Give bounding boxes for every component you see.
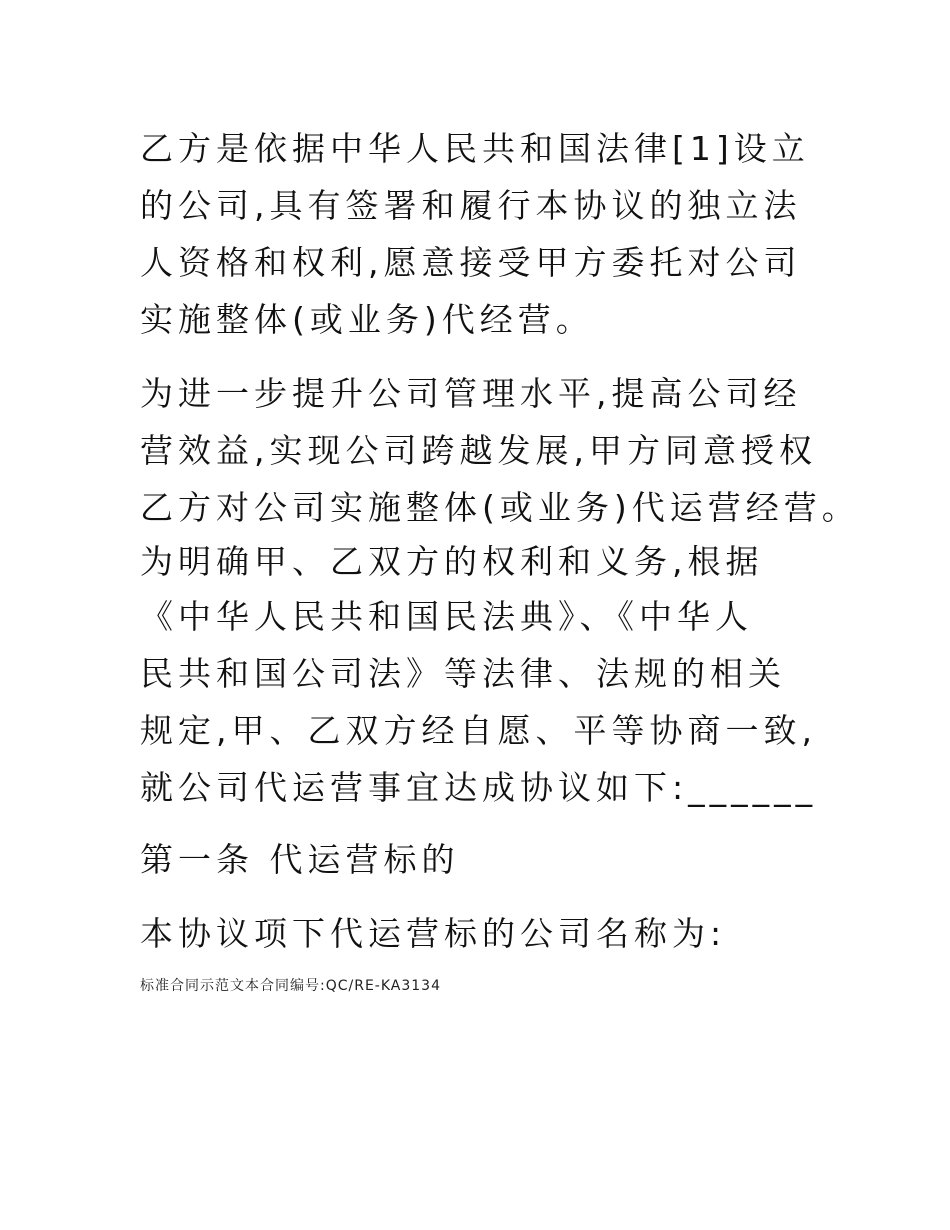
article-heading: 第一条 代运营标的 xyxy=(140,840,460,879)
paragraph-2-line-1: 为进一步提升公司管理水平,提高公司经 xyxy=(140,374,802,413)
paragraph-2-line-3: 乙方对公司实施整体(或业务)代运营经营。 xyxy=(140,488,860,527)
article-text: 本协议项下代运营标的公司名称为: xyxy=(140,914,727,953)
paragraph-2-line-5: 《中华人民共和国民法典》、《中华人 xyxy=(140,597,753,636)
paragraph-1-line-1: 乙方是依据中华人民共和国法律[1]设立 xyxy=(140,129,810,168)
paragraph-1-line-4: 实施整体(或业务)代经营。 xyxy=(140,300,594,339)
paragraph-2-line-4: 为明确甲、乙双方的权利和义务,根据 xyxy=(140,542,764,581)
paragraph-2-line-2: 营效益,实现公司跨越发展,甲方同意授权 xyxy=(140,431,817,470)
paragraph-2-line-8: 就公司代运营事宜达成协议如下:______ xyxy=(140,768,818,807)
paragraph-2-line-7: 规定,甲、乙双方经自愿、平等协商一致, xyxy=(140,711,817,750)
paragraph-2-line-6: 民共和国公司法》等法律、法规的相关 xyxy=(140,654,786,693)
paragraph-1-line-2: 的公司,具有签署和履行本协议的独立法 xyxy=(140,186,802,225)
contract-code: 标准合同示范文本合同编号:QC/RE-KA3134 xyxy=(140,978,441,994)
paragraph-1-line-3: 人资格和权利,愿意接受甲方委托对公司 xyxy=(140,243,802,282)
